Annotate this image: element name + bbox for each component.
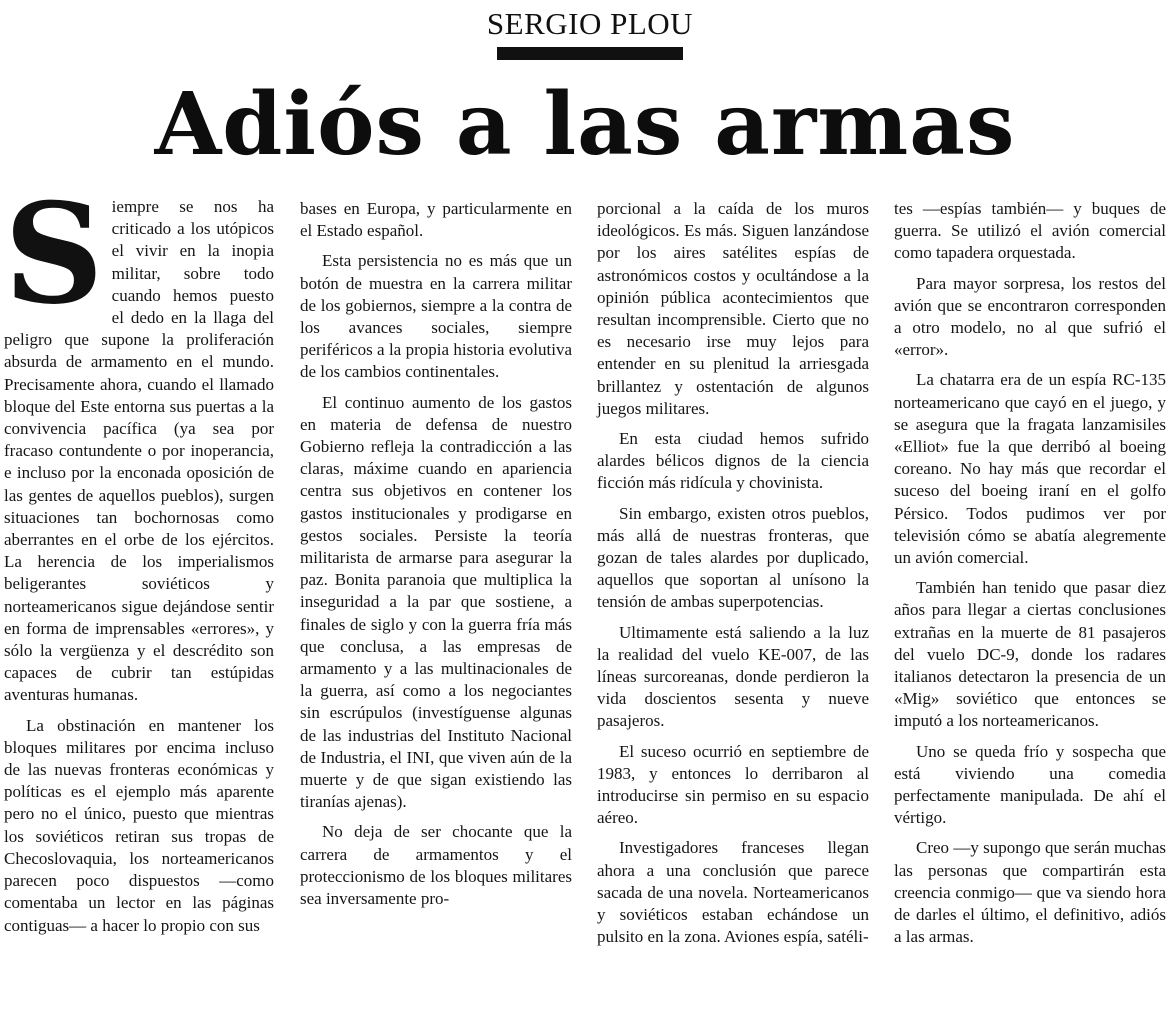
paragraph: tes —espías también— y buques de guerra. Se utilizó el avión comercial como tapadera orquestada. bbox=[894, 199, 1166, 263]
paragraph: Uno se queda frío y sospecha que está viviendo una comedia perfectamente manipulada. De ahí el vértigo. bbox=[894, 741, 1166, 828]
paragraph: También han tenido que pasar diez años para llegar a ciertas conclusiones extrañas en la muerte de 81 pasajeros del vuelo DC-9, donde los radares italianos detectaron la presencia de un «Mig» soviético que entonces se imputó a los norteamericanos. bbox=[894, 578, 1166, 731]
paragraph: El continuo aumento de los gastos en materia de defensa de nuestro Gobierno refleja la contradicción a las claras, máxime cuando en apariencia centra sus objetivos en contener los gastos institucionales y prodigarse en gestos sociales. Persiste la teoría militarista de armarse para asegurar la paz. Bonita paranoia que multiplica la inseguridad a la par que sostiene, a finales de siglo y con la guerra fría más que conclusa, a las empresas de armamento y a las multinacionales de la guerra, así como a los negociantes sin escrúpulos (investíguense algunas de las industrias del Instituto Nacional de Industria, el INI, que viven aún de la muerte y de que sigan existiendo las tiranías ajenas). bbox=[300, 392, 572, 812]
article-column-3 bbox=[597, 198, 869, 957]
article-column-1 bbox=[4, 172, 274, 945]
paragraph: Investigadores franceses llegan ahora a una conclusión que parece sacada de una novela. Norteamericanos y soviéticos estaban echándose un pulsito en la zona. Aviones espía, satéli- bbox=[597, 838, 869, 947]
article-column-4 bbox=[894, 198, 1166, 957]
paragraph-text: iempre se nos ha criticado a los utópicos el vivir en la inopia militar, sobre todo cuando hemos puesto el dedo en la llaga del peligro que supone la proliferación absurda de armamento en el mundo. Precisamente ahora, cuando el llamado bloque del Este entorna sus puertas a la convivencia pacífica (ya sea por fracaso contundente o por inoperancia, e incluso por la enconada oposición de las gentes de aquellos pueblos), surgen situaciones tan bochornosas como aberrantes en el orbe de los ejércitos. La herencia de los imperialismos beligerantes soviéticos y norteamericanos sigue dejándose sentir en forma de imprensables «errores», y sólo la vergüenza y el descrédito son capaces de cubrir tan estúpidas aventuras humanas. bbox=[4, 197, 274, 705]
paragraph: porcional a la caída de los muros ideológicos. Es más. Siguen lanzándose por los aires satélites espías de astronómicos costos y ocultándose a la opinión pública acontecimientos que resultan incomprensible. Cierto que no es necesario irse muy lejos para entender en su plenitud la arriesgada brillantez y ostentación de algunos juegos militares. bbox=[597, 199, 869, 418]
paragraph: La chatarra era de un espía RC-135 norteamericano que cayó en el juego, y se asegura que la fragata lanzamisiles «Elliot» fue la que derribó al boeing coreano. No hay más que recordar el suceso del boeing iraní en el golfo Pérsico. Todos pudimos ver por televisión cómo se abatía alegremente un avión comercial. bbox=[894, 370, 1166, 568]
drop-cap: S bbox=[4, 172, 104, 335]
article-column-2 bbox=[300, 198, 572, 918]
paragraph: En esta ciudad hemos sufrido alardes bélicos dignos de la ciencia ficción más ridícula y chovinista. bbox=[597, 429, 869, 493]
paragraph: bases en Europa, y particularmente en el Estado español. bbox=[300, 199, 572, 241]
paragraph: Para mayor sorpresa, los restos del avión que se encontraron corresponden a otro modelo, no al que sufrió el «error». bbox=[894, 273, 1166, 360]
headline: Adiós a las armas bbox=[154, 74, 1016, 175]
paragraph: La obstinación en mantener los bloques militares por encima incluso de las nuevas fronteras económicas y políticas es el ejemplo más aparente pero no el único, puesto que mientras los soviéticos retiran sus tropas de Checoslovaquia, los norteamericanos parecen poco dispuestos —como comentaba un lector en las páginas contiguas— a hacer lo propio con sus bbox=[4, 715, 274, 935]
paragraph: Sin embargo, existen otros pueblos, más allá de nuestras fronteras, que gozan de tales alardes por duplicado, aquellos que soportan al unísono la tensión de ambas superpotencias. bbox=[597, 503, 869, 612]
byline-rule bbox=[497, 47, 683, 60]
paragraph: El suceso ocurrió en septiembre de 1983, y entonces lo derribaron al introducirse sin permiso en su espacio aéreo. bbox=[597, 741, 869, 828]
paragraph bbox=[4, 172, 274, 707]
paragraph: No deja de ser chocante que la carrera de armamentos y el proteccionismo de los bloques militares sea inversamente pro- bbox=[300, 822, 572, 909]
byline: SERGIO PLOU bbox=[486, 6, 694, 41]
paragraph: Ultimamente está saliendo a la luz la realidad del vuelo KE-007, de las líneas surcoreanas, donde perdieron la vida doscientos sesenta y nueve pasajeros. bbox=[597, 622, 869, 731]
paragraph: Esta persistencia no es más que un botón de muestra en la carrera militar de los gobiernos, siempre a la contra de los avances sociales, siempre periféricos a la propia historia evolutiva de los cambios continentales. bbox=[300, 251, 572, 382]
paragraph: Creo —y supongo que serán muchas las personas que compartirán esta creencia conmigo— que va siendo hora de darles el último, el definitivo, adiós a las armas. bbox=[894, 838, 1166, 947]
